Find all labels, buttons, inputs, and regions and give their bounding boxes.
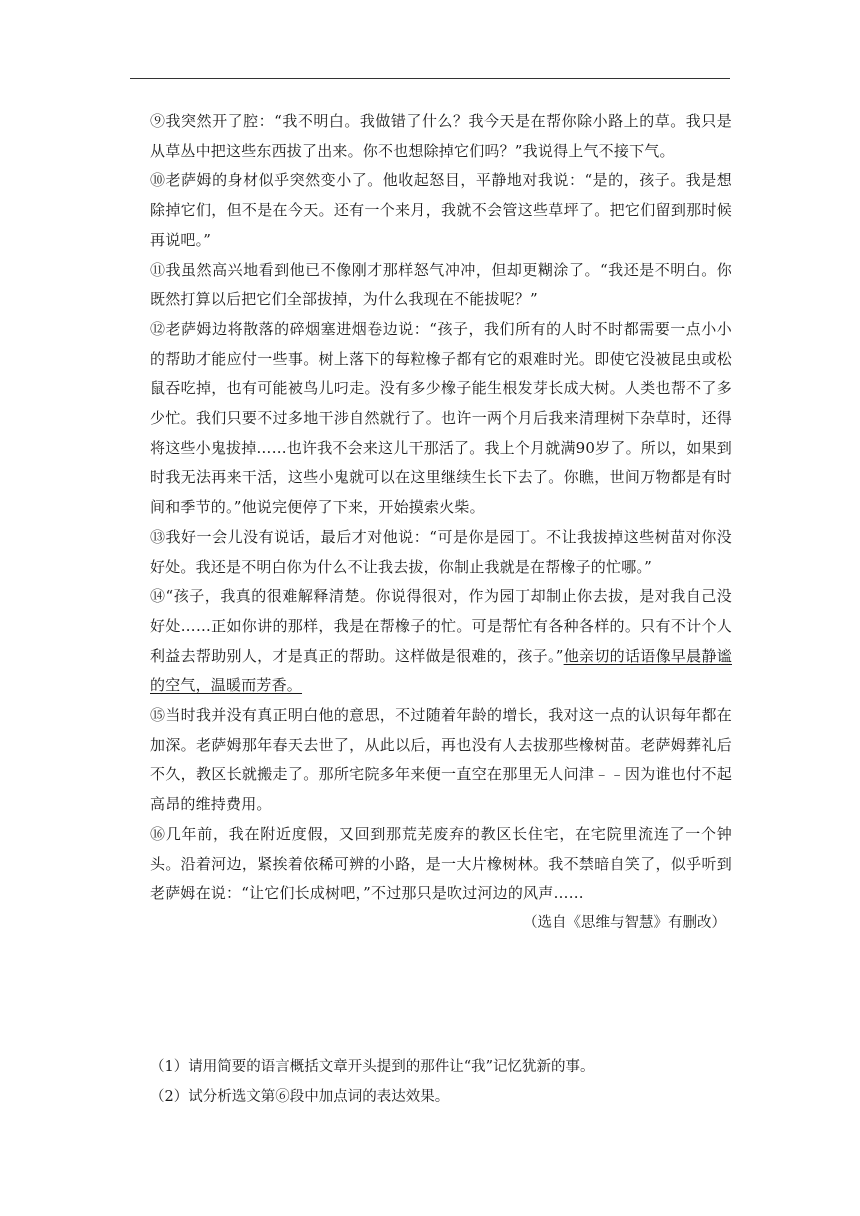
source-citation: （选自《思维与智慧》有删改） — [523, 914, 726, 931]
paragraph-16: ⑯几年前，我在附近度假，又回到那荒芜废弃的教区长住宅，在宅院里流连了一个钟头。沿着河边，紧挨着依稀可辨的小路，是一大片橡树林。我不禁暗自笑了，似乎听到老萨姆在说：“让它们长成树吧，”不过那只是吹过河边的风声…… — [150, 824, 732, 903]
underlined-sentence: 他亲切的话语像早晨静谧的空气，温暖而芳香。 — [150, 646, 732, 695]
paragraph-10: ⑩老萨姆的身材似乎突然变小了。他收起怒目，平静地对我说：“是的，孩子。我是想除掉它们，但不是在今天。还有一个来月，我就不会管这些草坪了。把它们留到那时候再说吧。” — [150, 171, 732, 249]
questions — [150, 1053, 732, 1112]
paragraph-13: ⑬我好一会儿没有说话，最后才对他说：“可是你是园丁。不让我拔掉这些树苗对你没好处。我还是不明白你为什么不让我去拔，你制止我就是在帮橡子的忙哪。” — [150, 527, 732, 576]
paragraph-15: ⑮当时我并没有真正明白他的意思，不过随着年龄的增长，我对这一点的认识每年都在加深。老萨姆那年春天去世了，从此以后，再也没有人去拔那些橡树苗。老萨姆葬礼后不久，教区长就搬走了。那所宅院多年来便一直空在那里无人问津﹣﹣因为谁也付不起高昂的维持费用。 — [150, 706, 732, 814]
article-body — [150, 107, 732, 939]
paragraph-14-text: ⑭“孩子，我真的很难解释清楚。你说得很对，作为园丁却制止你去拔，是对我自己没好处……正如你讲的那样，我是在帮橡子的忙。可是帮忙有各种各样的。只有不计个人利益去帮助别人，才是真正的帮助。这样做是很难的，孩子。” — [150, 587, 732, 665]
header-rule — [130, 78, 730, 79]
paragraph-11: ⑪我虽然高兴地看到他已不像刚才那样怒气冲冲，但却更糊涂了。“我还是不明白。你既然打算以后把它们全部拔掉，为什么我现在不能拔呢？” — [150, 260, 732, 309]
paragraph-14 — [150, 582, 732, 701]
question-1: （1）请用简要的语言概括文章开头提到的那件让“我”记忆犹新的事。 — [150, 1059, 595, 1075]
paragraph-12: ⑫老萨姆边将散落的碎烟塞进烟卷边说：“孩子，我们所有的人时不时都需要一点小小的帮助才能应付一些事。树上落下的每粒橡子都有它的艰难时光。即使它没被昆虫或松鼠吞吃掉，也有可能被鸟儿叼走。没有多少橡子能生根发芽长成大树。人类也帮不了多少忙。我们只要不过多地干涉自然就行了。也许一两个月后我来清理树下杂草时，还得将这些小鬼拔掉……也许我不会来这儿干那活了。我上个月就满90岁了。所以，如果到时我无法再来干活，这些小鬼就可以在这里继续生长下去了。你瞧，世间万物都是有时间和季节的。”他说完便停了下来，开始摸索火柴。 — [150, 319, 732, 517]
paragraph-9: ⑨我突然开了腔：“我不明白。我做错了什么？我今天是在帮你除小路上的草。我只是从草丛中把这些东西拔了出来。你不也想除掉它们吗？”我说得上气不接下气。 — [150, 112, 732, 160]
question-2: （2）试分析选文第⑥段中加点词的表达效果。 — [150, 1088, 450, 1105]
